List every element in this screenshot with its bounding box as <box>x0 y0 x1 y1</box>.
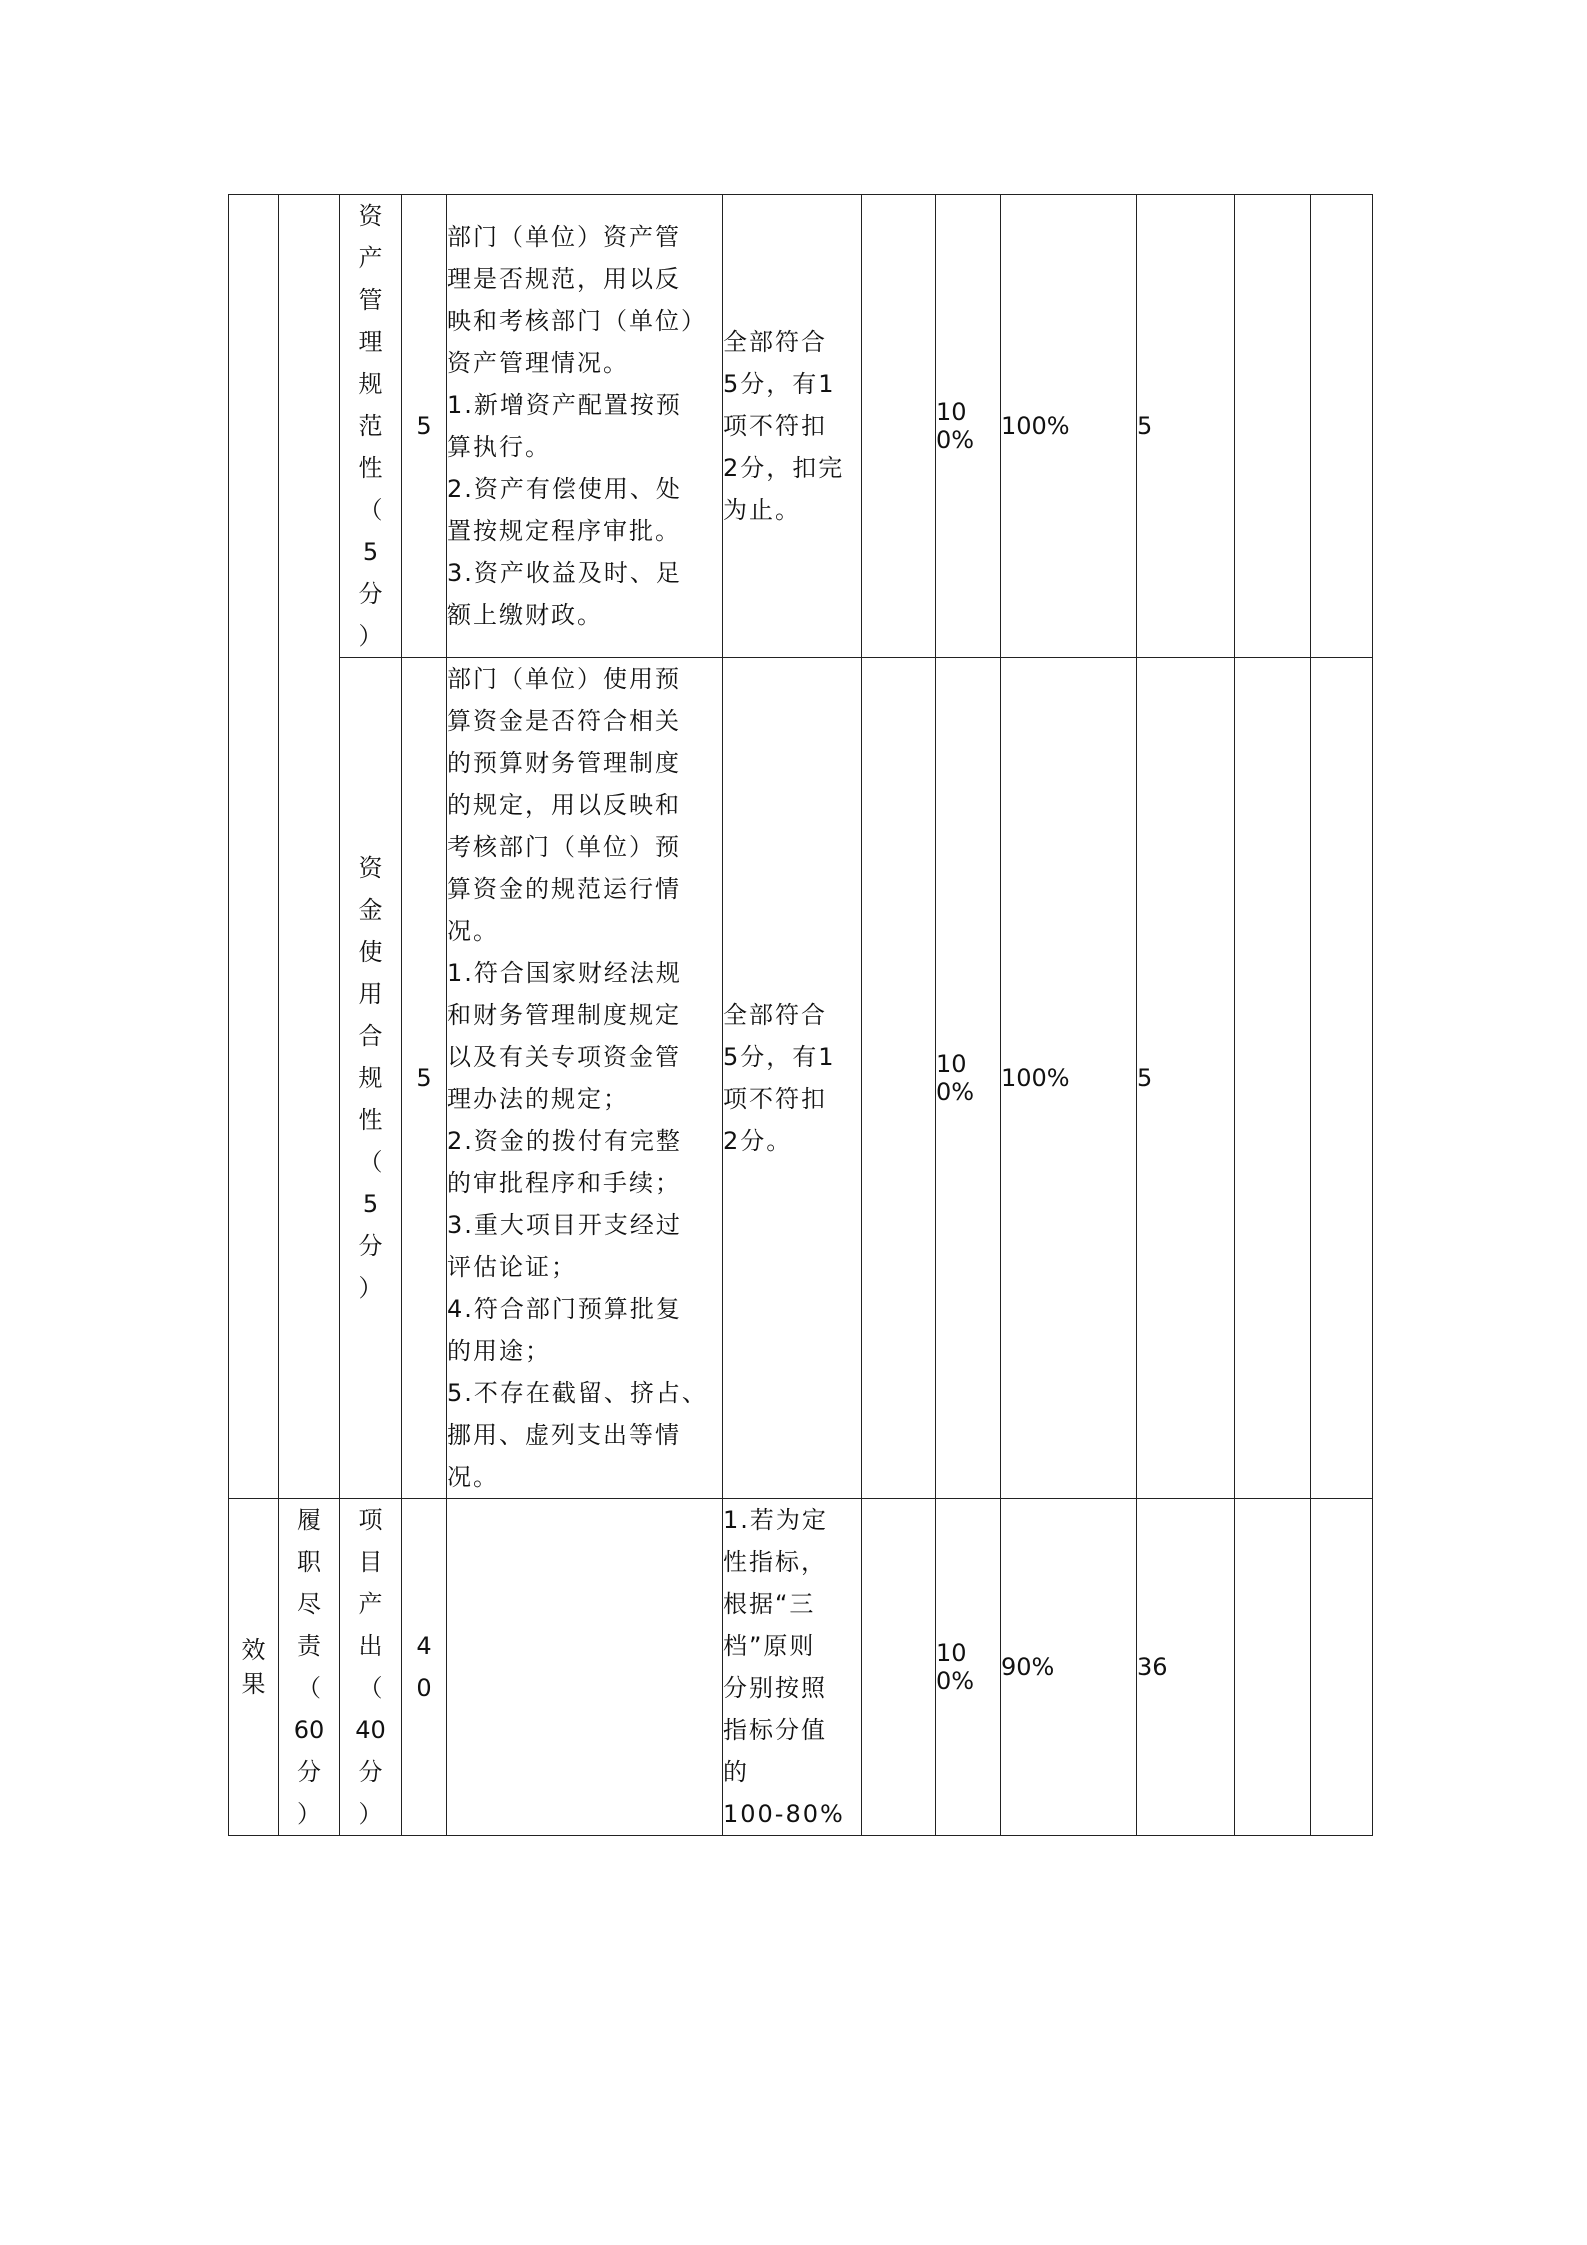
level2-cell <box>279 1499 340 1836</box>
indicator-cell <box>340 658 402 1499</box>
target-cell: 10 0% <box>936 658 1001 1499</box>
evaluation-table <box>228 194 1373 1836</box>
empty-cell <box>1235 1499 1311 1836</box>
criteria-cell: 1.若为定 性指标， 根据“三 档”原则 分别按照 指标分值 的 100-80% <box>723 1499 862 1836</box>
table-row <box>229 195 1373 658</box>
description-cell: 部门（单位）使用预 算资金是否符合相关 的预算财务管理制度 的规定，用以反映和 考核部门（单位）预 算资金的规范运行情 况。 1.符合国家财经法规 和财务管理制度规定 以及有关专项资金管 理办法的规定； 2.资金的拨付有完整 的审批程序和手续； 3.重大项目开支经过 评估论证； 4.符合部门预算批复 的用途； 5.不存在截留、挤占、 挪用、虚列支出等情 况。 <box>447 658 723 1499</box>
indicator-name-funds: 资 金 使 用 合 规 性 （ 5 分 ） <box>358 854 383 1302</box>
level2-name: 履 职 尽 责 （ 60 分 ） <box>293 1506 325 1828</box>
table-row <box>229 1499 1373 1836</box>
criteria-cell: 全部符合 5分，有1 项不符扣 2分。 <box>723 658 862 1499</box>
actual-cell: 100% <box>1001 658 1137 1499</box>
empty-cell <box>862 1499 936 1836</box>
target-cell: 10 0% <box>936 1499 1001 1836</box>
level2-cell-empty <box>279 195 340 1499</box>
weight-cell: 5 <box>402 658 447 1499</box>
indicator-name-asset: 资 产 管 理 规 范 性 （ 5 分 ） <box>358 202 383 650</box>
target-cell: 10 0% <box>936 195 1001 658</box>
level1-cell <box>229 1499 279 1836</box>
description-cell <box>447 1499 723 1836</box>
score-cell: 5 <box>1137 658 1235 1499</box>
empty-cell <box>862 658 936 1499</box>
empty-cell <box>862 195 936 658</box>
score-cell: 36 <box>1137 1499 1235 1836</box>
empty-cell <box>1235 658 1311 1499</box>
empty-cell <box>1311 1499 1373 1836</box>
level1-name: 效 果 <box>241 1636 266 1698</box>
indicator-cell <box>340 1499 402 1836</box>
level1-cell-empty <box>229 195 279 1499</box>
empty-cell <box>1311 658 1373 1499</box>
criteria-cell: 全部符合 5分，有1 项不符扣 2分，扣完 为止。 <box>723 195 862 658</box>
empty-cell <box>1235 195 1311 658</box>
indicator-name-output: 项 目 产 出 （ 40 分 ） <box>355 1506 386 1828</box>
indicator-cell <box>340 195 402 658</box>
weight-cell: 5 <box>402 195 447 658</box>
description-cell: 部门（单位）资产管 理是否规范，用以反 映和考核部门（单位） 资产管理情况。 1.新增资产配置按预 算执行。 2.资产有偿使用、处 置按规定程序审批。 3.资产收益及时、足 额上缴财政。 <box>447 195 723 658</box>
score-cell: 5 <box>1137 195 1235 658</box>
actual-cell: 100% <box>1001 195 1137 658</box>
table-row <box>229 658 1373 1499</box>
actual-cell: 90% <box>1001 1499 1137 1836</box>
weight-cell: 4 0 <box>402 1499 447 1836</box>
empty-cell <box>1311 195 1373 658</box>
